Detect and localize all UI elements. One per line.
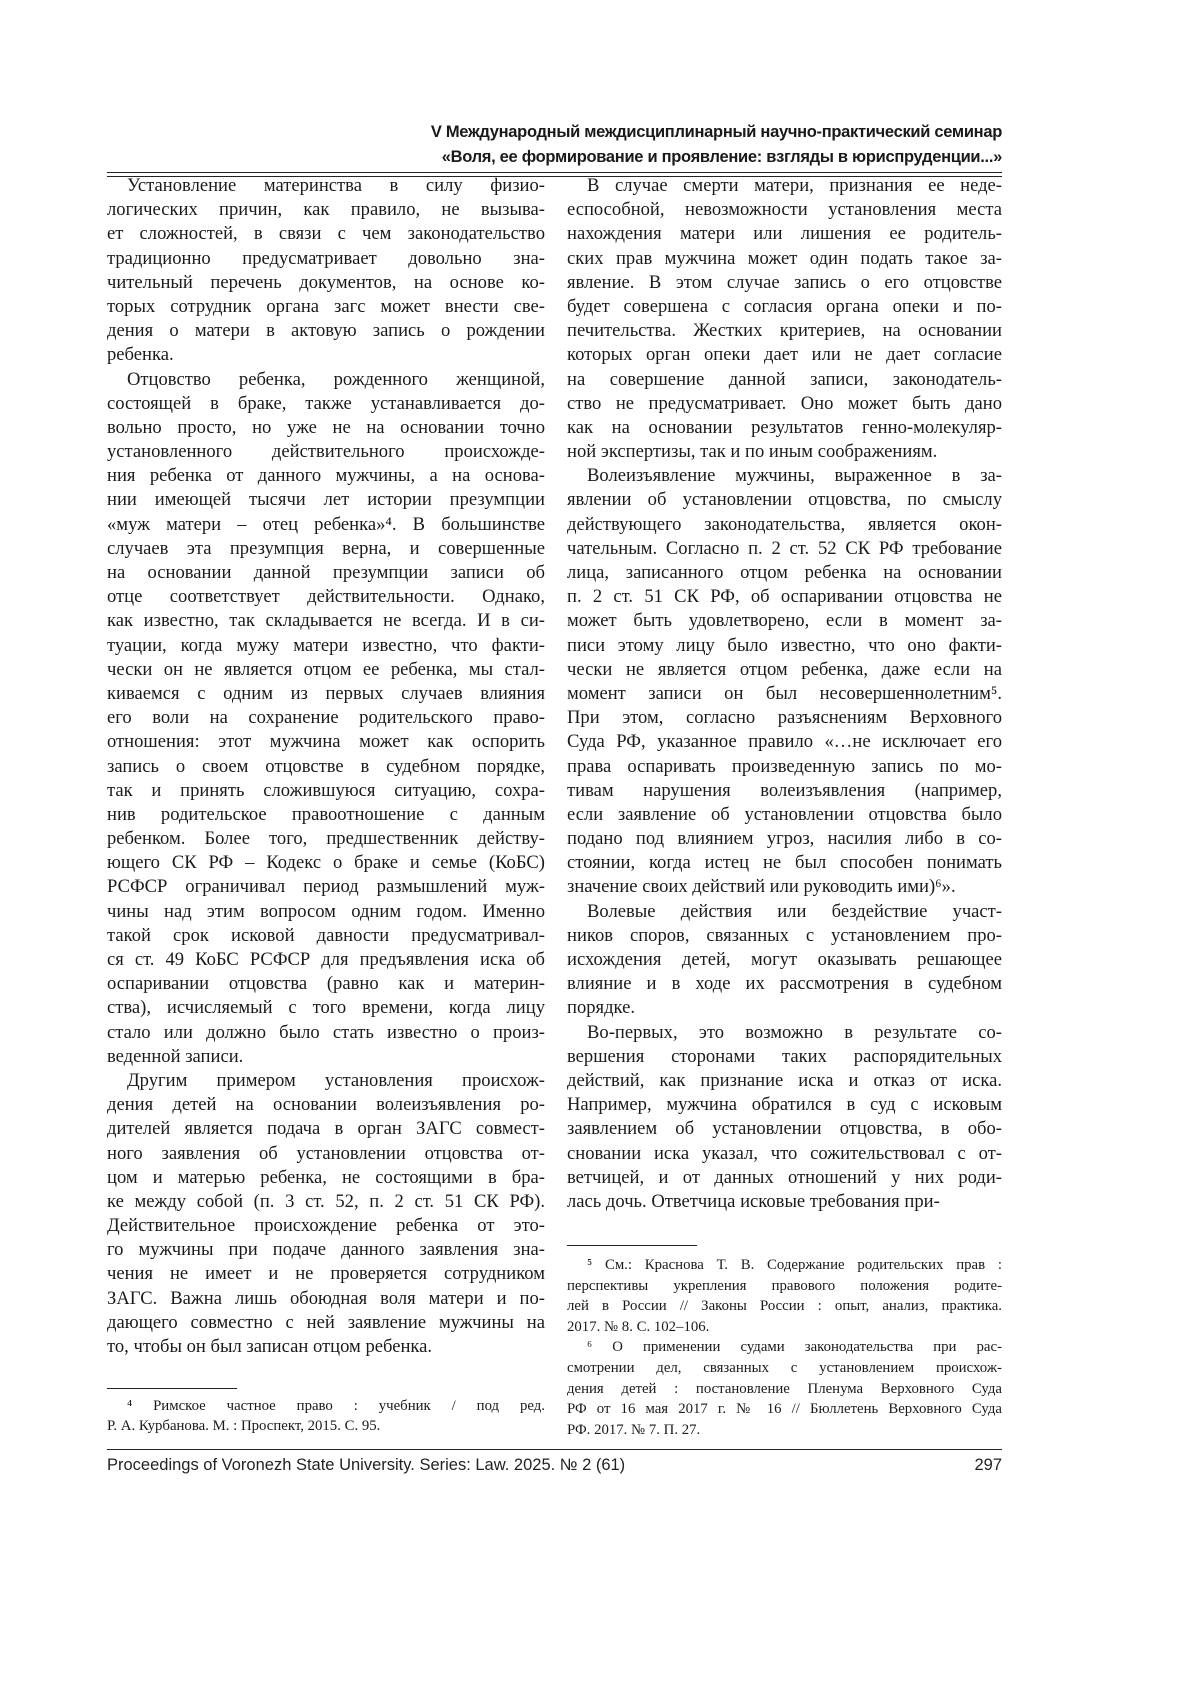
footnote xyxy=(107,1397,545,1436)
paragraph xyxy=(107,174,545,368)
text-line: влияние и в ходе их рассмотрения в судебном xyxy=(567,972,1002,996)
text-line: РФ. 2017. № 7. П. 27. xyxy=(567,1420,1002,1441)
text-line: В случае смерти матери, признания ее неде- xyxy=(567,174,1002,198)
text-line: порядке. xyxy=(567,996,1002,1020)
text-line: действий, как признание иска и отказ от иска. xyxy=(567,1069,1002,1093)
footnote-separator xyxy=(107,1388,237,1389)
paragraph xyxy=(567,174,1002,464)
text-line: заявлением об установлении отцовства, в обо- xyxy=(567,1117,1002,1141)
text-line: ного заявления об установлении отцовства от- xyxy=(107,1142,545,1166)
text-line: ет сложностей, в связи с чем законодательство xyxy=(107,222,545,246)
footnotes-left xyxy=(107,1397,545,1436)
text-line: значение своих действий или руководить ими)⁶». xyxy=(567,875,1002,899)
text-line: лась дочь. Ответчица исковые требования при- xyxy=(567,1190,1002,1214)
text-line: момент записи он был несовершеннолетним⁵. xyxy=(567,682,1002,706)
text-line: тивам нарушения волеизъявления (например, xyxy=(567,779,1002,803)
text-line: сновании иска указал, что сожительствовал с от- xyxy=(567,1142,1002,1166)
text-line: писи этому лицу было известно, что оно факти- xyxy=(567,634,1002,658)
text-line: на основании данной презумпции записи об xyxy=(107,561,545,585)
text-line: стоянии, когда истец не был способен понимать xyxy=(567,851,1002,875)
text-line: ских прав мужчина может один подать такое за- xyxy=(567,247,1002,271)
left-column xyxy=(107,174,545,1359)
text-line: ния ребенка от данного мужчины, а на основа- xyxy=(107,464,545,488)
text-line: ников споров, связанных с установлением про- xyxy=(567,924,1002,948)
text-line: Во-первых, это возможно в результате со- xyxy=(567,1021,1002,1045)
text-line: его воли на сохранение родительского право- xyxy=(107,706,545,730)
text-line: Волевые действия или бездействие участ- xyxy=(567,900,1002,924)
text-line: ребенка. xyxy=(107,343,545,367)
page-footer xyxy=(107,1456,1002,1475)
text-line: туации, когда мужу матери известно, что факти- xyxy=(107,634,545,658)
paragraph xyxy=(567,464,1002,899)
text-line: нахождения матери или лишения ее родитель- xyxy=(567,222,1002,246)
text-line: чательным. Согласно п. 2 ст. 52 СК РФ требование xyxy=(567,537,1002,561)
text-line: РФ от 16 мая 2017 г. № 16 // Бюллетень Верховного Суда xyxy=(567,1399,1002,1420)
text-line: случаев эта презумпция верна, и совершенные xyxy=(107,537,545,561)
text-line: действующего законодательства, является окон- xyxy=(567,513,1002,537)
text-line: отношения: этот мужчина может как оспорить xyxy=(107,730,545,754)
text-line: печительства. Жестких критериев, на основании xyxy=(567,319,1002,343)
text-line: п. 2 ст. 51 СК РФ, об оспаривании отцовства не xyxy=(567,585,1002,609)
text-line: Установление материнства в силу физио- xyxy=(107,174,545,198)
text-line: будет совершена с согласия органа опеки и по- xyxy=(567,295,1002,319)
text-line: Например, мужчина обратился в суд с исковым xyxy=(567,1093,1002,1117)
text-line: ющего СК РФ – Кодекс о браке и семье (КоБС) xyxy=(107,851,545,875)
text-line: цом и матерью ребенка, не состоящими в бра- xyxy=(107,1166,545,1190)
text-line: еспособной, невозможности установления места xyxy=(567,198,1002,222)
text-line: ⁵ См.: Краснова Т. В. Содержание родительских прав : xyxy=(567,1255,1002,1276)
running-header-line-1: V Международный междисциплинарный научно-практический семинар xyxy=(431,120,1002,145)
text-line: Отцовство ребенка, рожденного женщиной, xyxy=(107,368,545,392)
text-line: ке между собой (п. 3 ст. 52, п. 2 ст. 51 СК РФ). xyxy=(107,1190,545,1214)
footnotes-right xyxy=(567,1255,1002,1440)
text-line: ся ст. 49 КоБС РСФСР для предъявления иска об xyxy=(107,948,545,972)
page-number: 297 xyxy=(974,1456,1002,1475)
right-column xyxy=(567,174,1002,1214)
text-line: как на основании результатов генно-молекуляр- xyxy=(567,416,1002,440)
text-line: дения детей на основании волеизъявления ро- xyxy=(107,1093,545,1117)
text-line: ребенком. Более того, предшественник действу- xyxy=(107,827,545,851)
paragraph xyxy=(567,1021,1002,1215)
text-line: дения о матери в актовую запись о рождении xyxy=(107,319,545,343)
text-line: права оспаривать произведенную запись по мо- xyxy=(567,755,1002,779)
text-line: подано под влиянием угроз, насилия либо в со- xyxy=(567,827,1002,851)
text-line: состоящей в браке, также устанавливается до- xyxy=(107,392,545,416)
text-line: явление. В этом случае запись о его отцовстве xyxy=(567,271,1002,295)
text-line: вольно просто, но уже не на основании точно xyxy=(107,416,545,440)
text-line: то, чтобы он был записан отцом ребенка. xyxy=(107,1335,545,1359)
text-line: смотрении дел, связанных с установлением происхож- xyxy=(567,1358,1002,1379)
text-line: Р. А. Курбанова. М. : Проспект, 2015. С. 95. xyxy=(107,1417,545,1437)
text-line: ⁶ О применении судами законодательства при рас- xyxy=(567,1337,1002,1358)
text-line: если заявление об установлении отцовства было xyxy=(567,803,1002,827)
text-line: Волеизъявление мужчины, выраженное в за- xyxy=(567,464,1002,488)
running-header xyxy=(431,120,1002,170)
text-line: го мужчины при подаче данного заявления зна- xyxy=(107,1238,545,1262)
text-line: торых сотрудник органа загс может внести све- xyxy=(107,295,545,319)
paragraph xyxy=(567,900,1002,1021)
text-line: ства), исчисляемый с того времени, когда лицу xyxy=(107,996,545,1020)
text-line: может быть удовлетворено, если в момент за- xyxy=(567,609,1002,633)
text-line: Суда РФ, указанное правило «…не исключает его xyxy=(567,730,1002,754)
text-line: При этом, согласно разъяснениям Верховного xyxy=(567,706,1002,730)
text-line: лей в России // Законы России : опыт, анализ, практика. xyxy=(567,1296,1002,1317)
text-line: ной экспертизы, так и по иным соображениям. xyxy=(567,440,1002,464)
text-line: РСФСР ограничивал период размышлений муж- xyxy=(107,875,545,899)
text-line: стало или должно было стать известно о произ- xyxy=(107,1021,545,1045)
text-line: вершения сторонами таких распорядительных xyxy=(567,1045,1002,1069)
text-line: которых орган опеки дает или не дает согласие xyxy=(567,343,1002,367)
text-line: чески не является отцом ребенка, даже если на xyxy=(567,658,1002,682)
text-line: «муж матери – отец ребенка»⁴. В большинстве xyxy=(107,513,545,537)
text-line: как известно, так складывается не всегда. И в си- xyxy=(107,609,545,633)
text-line: Действительное происхождение ребенка от это- xyxy=(107,1214,545,1238)
text-line: дения детей : постановление Пленума Верховного Суда xyxy=(567,1379,1002,1400)
footnote-separator xyxy=(567,1245,697,1246)
text-line: установленного действительного происхожде- xyxy=(107,440,545,464)
running-header-line-2: «Воля, ее формирование и проявление: взгляды в юриспруденции...» xyxy=(431,145,1002,170)
text-line: явлении об установлении отцовства, по смыслу xyxy=(567,488,1002,512)
text-line: нии имеющей тысячи лет истории презумпции xyxy=(107,488,545,512)
text-line: на совершение данной записи, законодатель- xyxy=(567,368,1002,392)
paragraph xyxy=(107,368,545,1069)
text-line: исхождения детей, могут оказывать решающее xyxy=(567,948,1002,972)
text-line: перспективы укрепления правового положения родите- xyxy=(567,1276,1002,1297)
text-line: ЗАГС. Важна лишь обоюдная воля матери и по- xyxy=(107,1287,545,1311)
footnote xyxy=(567,1337,1002,1440)
text-line: дающего совместно с ней заявление мужчины на xyxy=(107,1311,545,1335)
text-line: чины над этим вопросом одним годом. Именно xyxy=(107,900,545,924)
text-line: нив родительское правоотношение с данным xyxy=(107,803,545,827)
text-line: 2017. № 8. С. 102–106. xyxy=(567,1317,1002,1338)
text-line: веденной записи. xyxy=(107,1045,545,1069)
text-line: ство не предусматривает. Оно может быть дано xyxy=(567,392,1002,416)
text-line: логических причин, как правило, не вызыва- xyxy=(107,198,545,222)
text-line: чески он не является отцом ее ребенка, мы стал- xyxy=(107,658,545,682)
text-line: так и принять сложившуюся ситуацию, сохра- xyxy=(107,779,545,803)
text-line: киваемся с одним из первых случаев влияния xyxy=(107,682,545,706)
text-line: традиционно предусматривает довольно зна- xyxy=(107,247,545,271)
text-line: чительный перечень документов, на основе ко- xyxy=(107,271,545,295)
text-line: Другим примером установления происхож- xyxy=(107,1069,545,1093)
text-line: ветчицей, и от данных отношений у них роди- xyxy=(567,1166,1002,1190)
text-line: запись о своем отцовстве в судебном порядке, xyxy=(107,755,545,779)
text-line: оспаривании отцовства (равно как и материн- xyxy=(107,972,545,996)
footnote xyxy=(567,1255,1002,1337)
footer-rule xyxy=(107,1449,1002,1450)
paragraph xyxy=(107,1069,545,1359)
text-line: отце соответствует действительности. Однако, xyxy=(107,585,545,609)
text-line: такой срок исковой давности предусматривал- xyxy=(107,924,545,948)
text-line: ⁴ Римское частное право : учебник / под ред. xyxy=(107,1397,545,1417)
text-line: дителей является подача в орган ЗАГС совмест- xyxy=(107,1117,545,1141)
text-line: лица, записанного отцом ребенка на основании xyxy=(567,561,1002,585)
journal-citation: Proceedings of Voronezh State University. Series: Law. 2025. № 2 (61) xyxy=(107,1456,625,1475)
text-line: чения не имеет и не проверяется сотрудником xyxy=(107,1262,545,1286)
